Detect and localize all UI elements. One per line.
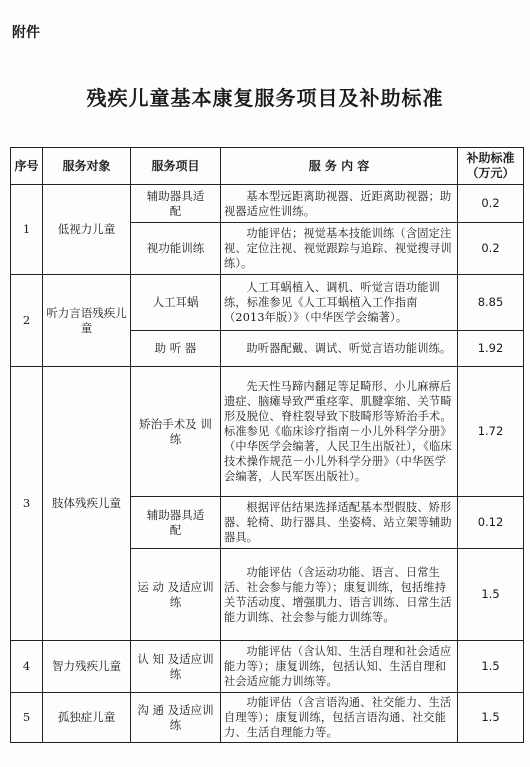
service-content: 功能评估（含运动功能、语言、日常生活、社会参与能力等）；康复训练，包括维持关节活动度、增强肌力、语言训练、日常生活能力训练、社会参与能力训练等。 [221,549,458,641]
table-row [11,275,524,331]
service-item: 矫治手术及 训 练 [131,367,221,497]
table-row [11,367,524,497]
subsidy-table [10,147,524,743]
service-target: 肢体残疾儿童 [43,367,131,641]
service-item: 人工耳蜗 [131,275,221,331]
subsidy-amount: 1.92 [458,331,524,367]
subsidy-amount: 1.5 [458,549,524,641]
page-title: 残疾儿童基本康复服务项目及补助标准 [86,86,444,110]
service-item: 辅助器具适 配 [131,497,221,549]
col-header-item: 服务项目 [131,148,221,185]
service-target: 低视力儿童 [43,185,131,275]
service-item: 助 听 器 [131,331,221,367]
service-content: 功能评估；视觉基本技能训练（含固定注视、定位注视、视觉跟踪与追踪、视觉搜寻训练）。 [221,223,458,275]
table-row [11,693,524,743]
col-header-no: 序号 [11,148,43,185]
col-header-content: 服 务 内 容 [221,148,458,185]
service-item: 视功能训练 [131,223,221,275]
attachment-label: 附件 [12,25,40,41]
col-header-amount: 补助标准（万元） [458,148,524,185]
subsidy-amount: 1.72 [458,367,524,497]
service-item: 辅助器具适 配 [131,185,221,223]
subsidy-amount: 1.5 [458,641,524,693]
service-content: 基本型远距离助视器、近距离助视器；助视器适应性训练。 [221,185,458,223]
service-content: 根据评估结果选择适配基本型假肢、矫形器、轮椅、助行器具、坐姿椅、站立架等辅助器具。 [221,497,458,549]
service-item: 运 动 及适应训练 [131,549,221,641]
table-header-row [11,148,524,185]
service-item: 认 知 及适应训练 [131,641,221,693]
service-content: 助听器配戴、调试、听觉言语功能训练。 [221,331,458,367]
service-target: 听力言语残疾儿童 [43,275,131,367]
table-row [11,185,524,223]
subsidy-amount: 8.85 [458,275,524,331]
row-number: 1 [11,185,43,275]
subsidy-amount: 0.2 [458,223,524,275]
subsidy-amount: 1.5 [458,693,524,743]
service-content: 功能评估（含言语沟通、社交能力、生活自理等）；康复训练，包括言语沟通、社交能力、生活自理能力等。 [221,693,458,743]
service-content: 先天性马蹄内翻足等足畸形、小儿麻痹后遗症、脑瘫导致严重痉挛、肌腱挛缩、关节畸形及脱位、脊柱裂导致下肢畸形等矫治手术。标准参见《临床诊疗指南－小儿外科学分册》（中华医学会编著，人民卫生出版社），《临床技术操作规范－小儿外科学分册》（中华医学会编著，人民军医出版社）。 [221,367,458,497]
subsidy-amount: 0.2 [458,185,524,223]
col-header-target: 服务对象 [43,148,131,185]
service-item: 沟 通 及适应训练 [131,693,221,743]
row-number: 2 [11,275,43,367]
service-target: 智力残疾儿童 [43,641,131,693]
row-number: 4 [11,641,43,693]
service-content: 功能评估（含认知、生活自理和社会适应能力等）；康复训练，包括认知、生活自理和社会适应能力训练等。 [221,641,458,693]
table-row [11,641,524,693]
row-number: 5 [11,693,43,743]
service-target: 孤独症儿童 [43,693,131,743]
service-content: 人工耳蜗植入、调机、听觉言语功能训练，标准参见《人工耳蜗植入工作指南（2013年版）》（中华医学会编著）。 [221,275,458,331]
subsidy-amount: 0.12 [458,497,524,549]
row-number: 3 [11,367,43,641]
